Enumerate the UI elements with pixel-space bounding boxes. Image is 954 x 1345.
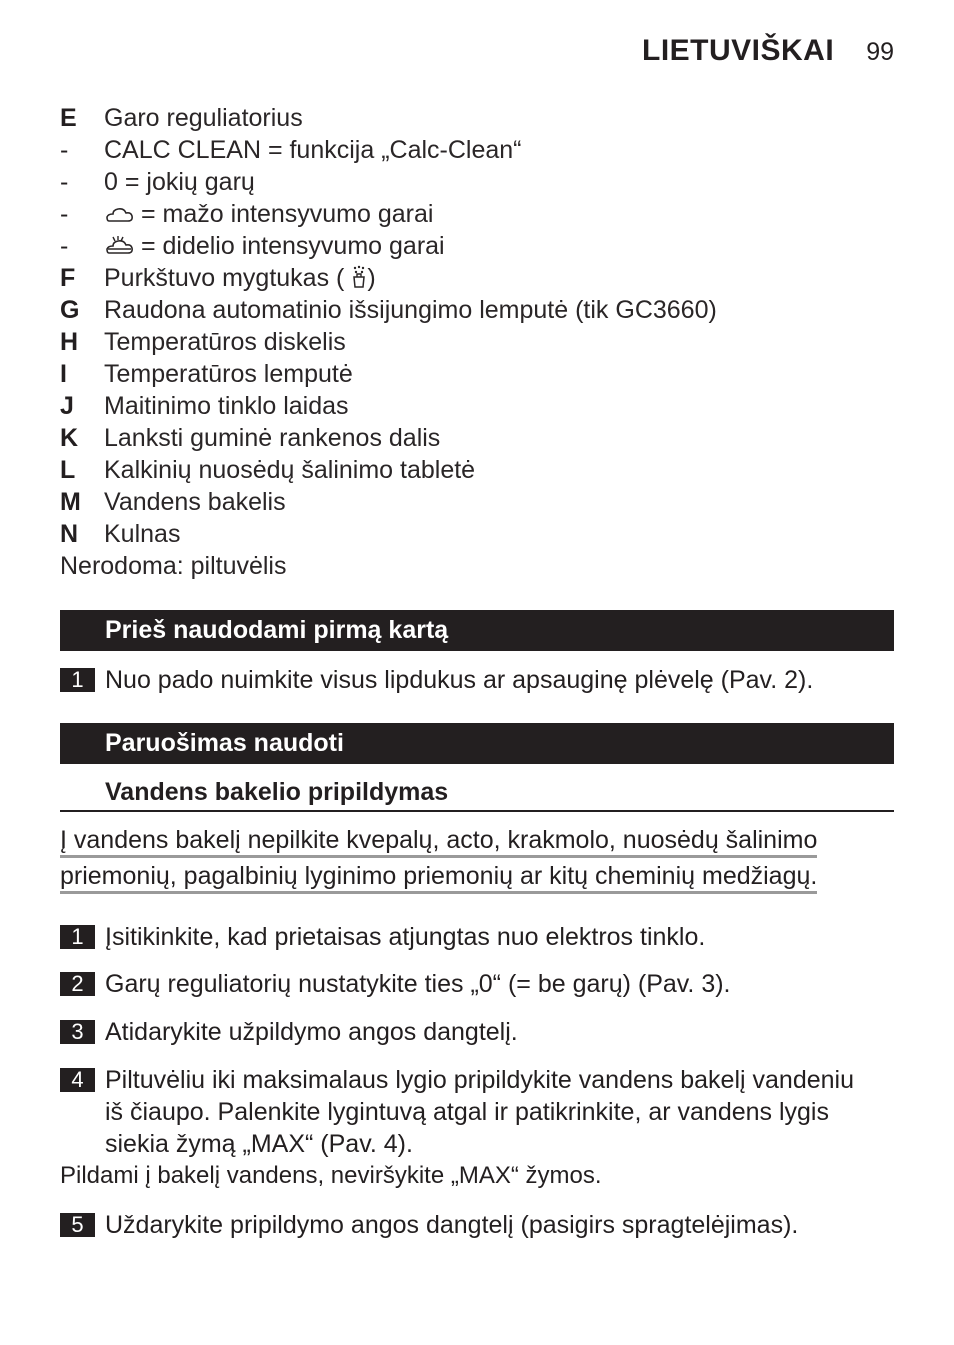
part-key: G [60, 296, 80, 324]
part-row-high-steam [60, 230, 894, 262]
part-dash: - [60, 200, 69, 228]
not-shown-text: Nerodoma: piltuvėlis [60, 552, 287, 580]
spray-suffix: ) [367, 264, 376, 292]
part-row-l [60, 454, 894, 486]
part-row-k [60, 422, 894, 454]
part-row-i [60, 358, 894, 390]
spray-button-label: Purkštuvo mygtukas ( [104, 264, 345, 292]
section-heading-first-use: Prieš naudodami pirmą kartą [60, 610, 894, 651]
step-number: 5 [60, 1213, 95, 1237]
page-number: 99 [866, 38, 894, 66]
warning-line: Į vandens bakelį nepilkite kvepalų, acto, krakmolo, nuosėdų šalinimo [60, 826, 817, 858]
part-key: M [60, 488, 81, 516]
step-number: 2 [60, 972, 95, 996]
prep-step-2 [60, 968, 894, 1000]
part-text: Kalkinių nuosėdų šalinimo tabletė [104, 456, 476, 484]
prep-step-4 [60, 1064, 894, 1160]
high-steam-icon [104, 233, 134, 265]
step-text: Nuo pado nuimkite visus lipdukus ar apsauginę plėvelę (Pav. 2). [105, 666, 814, 694]
part-text-with-icon [104, 230, 445, 265]
low-steam-label: = mažo intensyvumo garai [134, 200, 434, 228]
part-row-n [60, 518, 894, 550]
step-number: 3 [60, 1020, 95, 1044]
first-use-step-1 [60, 664, 894, 696]
step-text: Garų reguliatorių nustatykite ties „0“ (= be garų) (Pav. 3). [105, 970, 731, 998]
prep-step-1 [60, 921, 894, 953]
prep-step-5 [60, 1209, 894, 1241]
warning-line: priemonių, pagalbinių lyginimo priemonių ar kitų cheminių medžiagų. [60, 862, 817, 894]
part-row-low-steam [60, 198, 894, 230]
part-text: Garo reguliatorius [104, 104, 303, 132]
part-key: H [60, 328, 79, 356]
part-text: Temperatūros lemputė [104, 360, 353, 388]
language-title: LIETUVIŠKAI [642, 34, 835, 67]
step-text: Atidarykite užpildymo angos dangtelį. [105, 1018, 518, 1046]
page-header [642, 34, 894, 68]
warning-notice [60, 824, 894, 896]
step-number: 1 [60, 668, 95, 692]
part-text: Lanksti guminė rankenos dalis [104, 424, 441, 452]
part-dash: - [60, 136, 69, 164]
part-text: Kulnas [104, 520, 181, 548]
step-number: 1 [60, 925, 95, 949]
part-row-m [60, 486, 894, 518]
part-key: K [60, 424, 79, 452]
step-text: Uždarykite pripildymo angos dangtelį (pasigirs spragtelėjimas). [105, 1211, 799, 1239]
subheading-filling-tank: Vandens bakelio pripildymas [60, 774, 894, 812]
low-steam-icon [104, 201, 134, 233]
part-row-f [60, 262, 894, 294]
section-heading-preparation: Paruošimas naudoti [60, 723, 894, 764]
part-row-g [60, 294, 894, 326]
part-key: J [60, 392, 74, 420]
step-text: Įsitikinkite, kad prietaisas atjungtas nuo elektros tinklo. [105, 923, 706, 951]
step-number: 4 [60, 1068, 95, 1092]
part-text-with-icon [104, 198, 433, 233]
part-row-calc-clean [60, 134, 894, 166]
max-level-tip: Pildami į bakelį vandens, neviršykite „MAX“ žymos. [60, 1162, 602, 1189]
spray-icon [351, 265, 367, 297]
not-shown-note [60, 550, 894, 582]
part-key: F [60, 264, 76, 292]
step-text: Piltuvėliu iki maksimalaus lygio pripildykite vandens bakelį vandeniu iš čiaupo. Palenkite lygintuvą atgal ir patikrinkite, ar vandens lygis siekia žymą „MAX“ (Pav. 4). [105, 1066, 854, 1158]
part-text-with-icon [104, 262, 376, 297]
part-text: Raudona automatinio išsijungimo lemputė (tik GC3660) [104, 296, 717, 324]
part-text: 0 = jokių garų [104, 168, 255, 196]
part-key: L [60, 456, 76, 484]
part-row-j [60, 390, 894, 422]
prep-step-3 [60, 1016, 894, 1048]
part-dash: - [60, 168, 69, 196]
part-row-no-steam [60, 166, 894, 198]
part-dash: - [60, 232, 69, 260]
part-text: Maitinimo tinklo laidas [104, 392, 349, 420]
part-key: N [60, 520, 79, 548]
high-steam-label: = didelio intensyvumo garai [134, 232, 445, 260]
part-text: Temperatūros diskelis [104, 328, 346, 356]
part-text: Vandens bakelis [104, 488, 286, 516]
part-key: I [60, 360, 67, 388]
part-row-h [60, 326, 894, 358]
part-text: CALC CLEAN = funkcija „Calc-Clean“ [104, 136, 522, 164]
parts-list [60, 102, 894, 582]
part-key: E [60, 104, 77, 132]
part-row-e [60, 102, 894, 134]
